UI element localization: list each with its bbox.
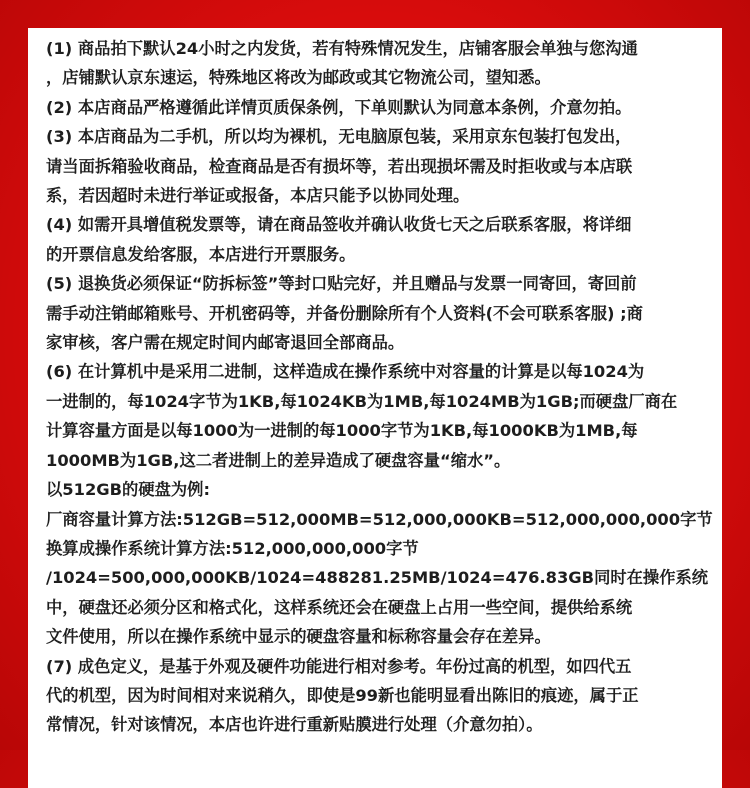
notice-line: (3) 本店商品为二手机，所以均为裸机，无电脑原包装，采用京东包装打包发出，	[46, 127, 632, 147]
notice-line: 需手动注销邮箱账号、开机密码等，并备份删除所有个人资料(不会可联系客服) ;商	[46, 303, 643, 323]
notice-line: 请当面拆箱验收商品，检查商品是否有损坏等，若出现损坏需及时拒收或与本店联	[46, 156, 633, 176]
notice-line: 一进制的，每1024字节为1KB,每1024KB为1MB,每1024MB为1GB;而硬盘厂商在	[46, 391, 678, 411]
notice-line: /1024=500,000,000KB/1024=488281.25MB/1024=476.83GB同时在操作系统	[46, 568, 709, 588]
notice-line: 文件使用，所以在操作系统中显示的硬盘容量和标称容量会存在差异。	[46, 627, 551, 647]
notice-line: 计算容量方面是以每1000为一进制的每1000字节为1KB,每1000KB为1MB,每	[46, 421, 638, 441]
notice-line: 1000MB为1GB,这二者进制上的差异造成了硬盘容量“缩水”。	[46, 450, 511, 470]
notice-line: (6) 在计算机中是采用二进制，这样造成在操作系统中对容量的计算是以每1024为	[46, 362, 645, 382]
notice-line: 常情况，针对该情况，本店也许进行重新贴膜进行处理（介意勿拍）。	[46, 715, 543, 735]
notice-line: 换算成操作系统计算方法:512,000,000,000字节	[46, 538, 419, 558]
notice-line: 以512GB的硬盘为例:	[46, 480, 210, 500]
notice-line: (2) 本店商品严格遵循此详情页质保条例，下单则默认为同意本条例，介意勿拍。	[46, 97, 632, 117]
notice-line: 中，硬盘还必须分区和格式化，这样系统还会在硬盘上占用一些空间，提供给系统	[46, 597, 633, 617]
notice-line: ，店铺默认京东速运，特殊地区将改为邮政或其它物流公司，望知悉。	[46, 68, 551, 88]
notice-line: (4) 如需开具增值税发票等，请在商品签收并确认收货七天之后联系客服，将详细	[46, 215, 632, 235]
notice-line: (1) 商品拍下默认24小时之内发货，若有特殊情况发生，店铺客服会单独与您沟通	[46, 39, 638, 58]
notice-line: (7) 成色定义，是基于外观及硬件功能进行相对参考。年份过高的机型，如四代五	[46, 656, 632, 676]
notice-line: (5) 退换货必须保证“防拆标签”等封口贴完好，并且赠品与发票一同寄回，寄回前	[46, 274, 637, 294]
notice-line: 系，若因超时未进行举证或报备，本店只能予以协同处理。	[46, 186, 470, 206]
notice-panel	[28, 28, 722, 788]
notice-line: 家审核，客户需在规定时间内邮寄退回全部商品。	[46, 333, 405, 353]
notice-line: 的开票信息发给客服，本店进行开票服务。	[46, 244, 356, 264]
notice-line: 代的机型，因为时间相对来说稍久，即使是99新也能明显看出陈旧的痕迹，属于正	[46, 685, 639, 705]
notice-line: 厂商容量计算方法:512GB=512,000MB=512,000,000KB=512,000,000,000字节	[46, 509, 713, 529]
